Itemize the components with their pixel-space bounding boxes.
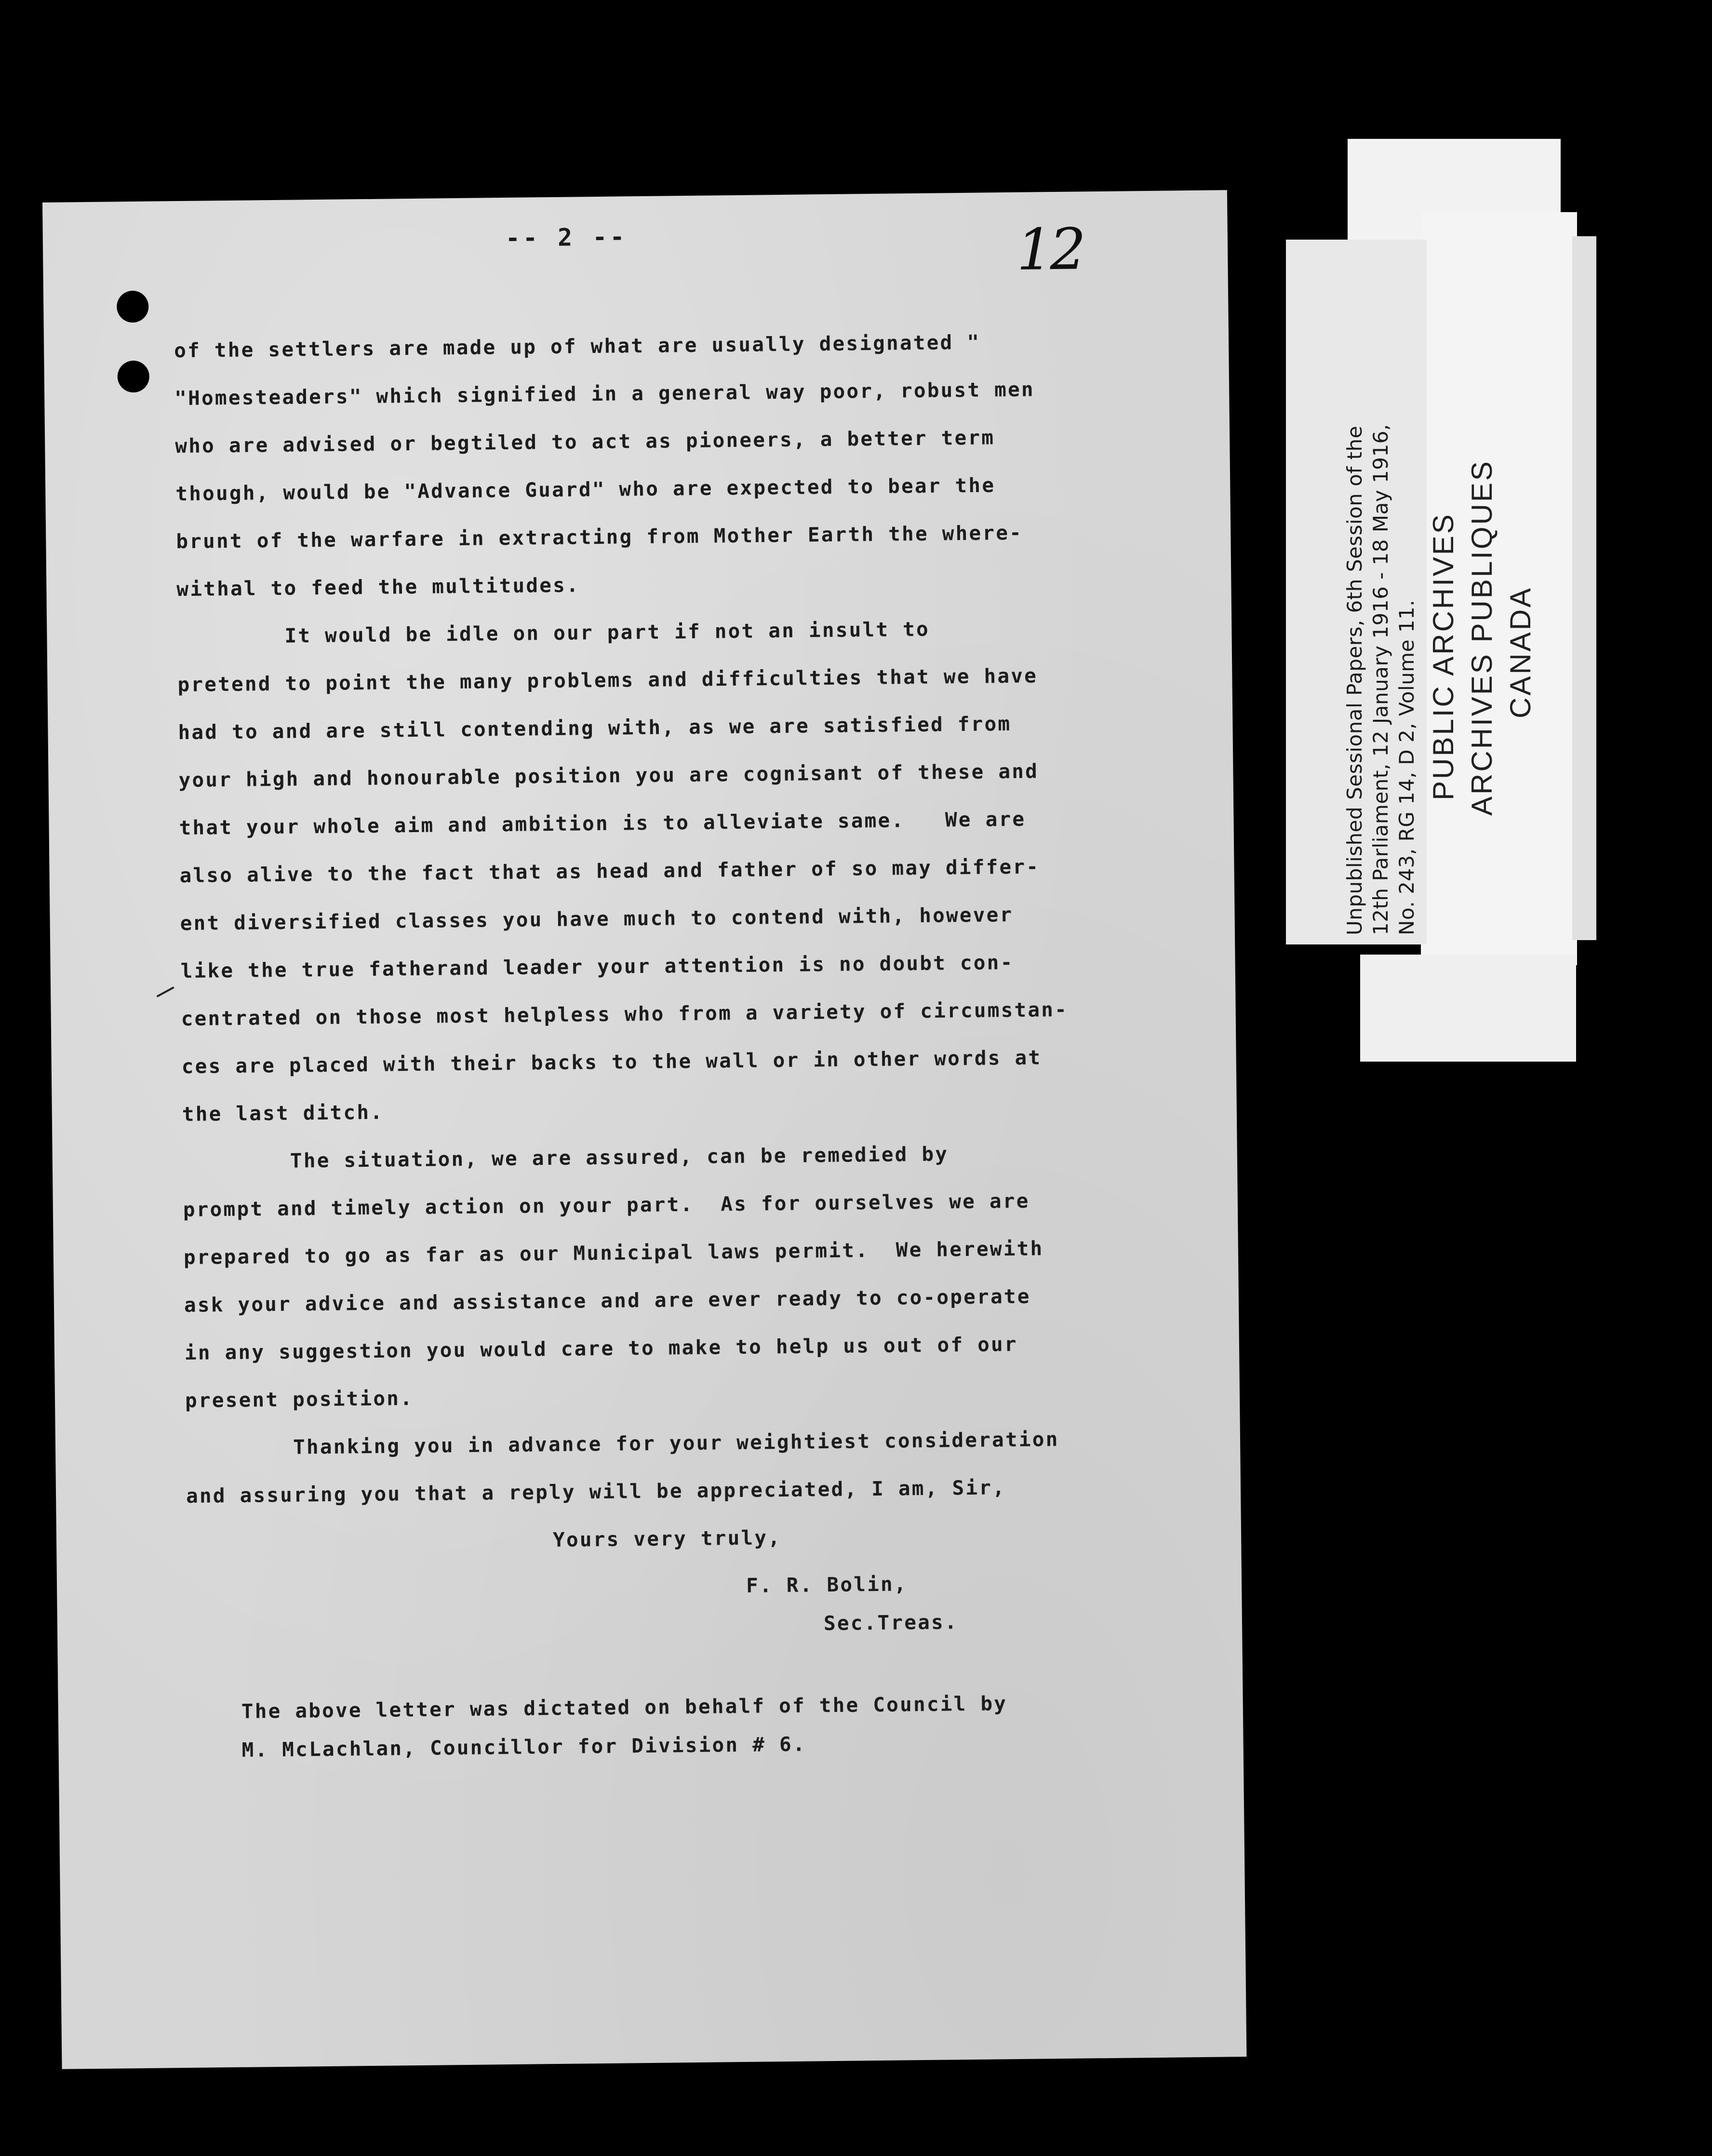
letter-body-line: present position. — [185, 1387, 414, 1413]
archive-stamp-line: PUBLIC ARCHIVES — [1427, 512, 1459, 800]
letter-body-line: The situation, we are assured, can be remedied by — [182, 1142, 949, 1174]
letter-body-line: also alive to the fact that as head and father of so may differ- — [179, 855, 1040, 888]
letter-body-line: in any suggestion you would care to make to help us out of our — [184, 1332, 1018, 1365]
closing: Yours very truly, — [552, 1526, 782, 1552]
letter-body-line: that your whole aim and ambition is to alleviate same. We are — [179, 807, 1026, 840]
dictation-note-line: M. McLachlan, Councillor for Division # 6. — [241, 1732, 806, 1762]
letter-body-line: ent diversified classes you have much to contend with, however — [180, 903, 1014, 935]
page-number: -- 2 -- — [505, 223, 628, 252]
citation-line: 12th Parliament, 12 January 1916 - 18 May 1916, — [1369, 424, 1392, 935]
letter-body-line: ces are placed with their backs to the wall or in other words at — [181, 1046, 1042, 1078]
letter-body-line: withal to feed the multitudes. — [176, 573, 580, 601]
letter-body-line: ask your advice and assistance and are ever ready to co-operate — [184, 1284, 1031, 1317]
letter-page — [42, 190, 1246, 2069]
margin-mark — [157, 986, 174, 997]
letter-body-line: the last ditch. — [182, 1100, 384, 1126]
punch-hole — [117, 361, 149, 393]
letter-body-line: brunt of the warfare in extracting from Mother Earth the where- — [176, 521, 1023, 553]
letter-body-line: "Homesteaders" which signified in a general way poor, robust men — [174, 377, 1035, 410]
label-tab — [1360, 955, 1576, 1062]
letter-body-line: though, would be "Advance Guard" who are expected to bear the — [175, 473, 996, 506]
letter-body-line: of the settlers are made up of what are usually designated " — [174, 330, 981, 363]
letter-body-line: and assuring you that a reply will be appreciated, I am, Sir, — [186, 1476, 1006, 1508]
letter-body-line: like the true fatherand leader your attention is no doubt con- — [180, 950, 1014, 983]
letter-body-line: centrated on those most helpless who from a variety of circumstan- — [181, 997, 1069, 1031]
letter-body-line: your high and honourable position you are cognisant of these and — [178, 759, 1039, 792]
punch-hole — [117, 291, 149, 323]
archive-stamp-line: CANADA — [1504, 586, 1537, 718]
archive-stamp-line: ARCHIVES PUBLIQUES — [1466, 459, 1498, 816]
letter-body-line: pretend to point the many problems and difficulties that we have — [177, 664, 1038, 697]
letter-body-line: prompt and timely action on your part. As for ourselves we are — [183, 1189, 1030, 1222]
dictation-note-line: The above letter was dictated on behalf of the Council by — [241, 1692, 1008, 1723]
citation-line: Unpublished Sessional Papers, 6th Session of the — [1343, 425, 1366, 935]
letter-body-line: had to and are still contending with, as we are satisfied from — [178, 712, 1012, 744]
signature-name: F. R. Bolin, — [746, 1572, 908, 1597]
letter-body-line: prepared to go as far as our Municipal laws permit. We herewith — [183, 1237, 1044, 1269]
letter-body-line: who are advised or begtiled to act as pioneers, a better term — [175, 426, 995, 458]
signature-title: Sec.Treas. — [823, 1610, 959, 1635]
folio-number: 12 — [1016, 216, 1084, 283]
label-edge — [1572, 236, 1596, 940]
letter-body-line: Thanking you in advance for your weightiest consideration — [185, 1428, 1059, 1460]
letter-body-line: It would be idle on our part if not an insult to — [177, 617, 930, 649]
citation-line: No. 243, RG 14, D 2, Volume 11. — [1395, 599, 1418, 935]
